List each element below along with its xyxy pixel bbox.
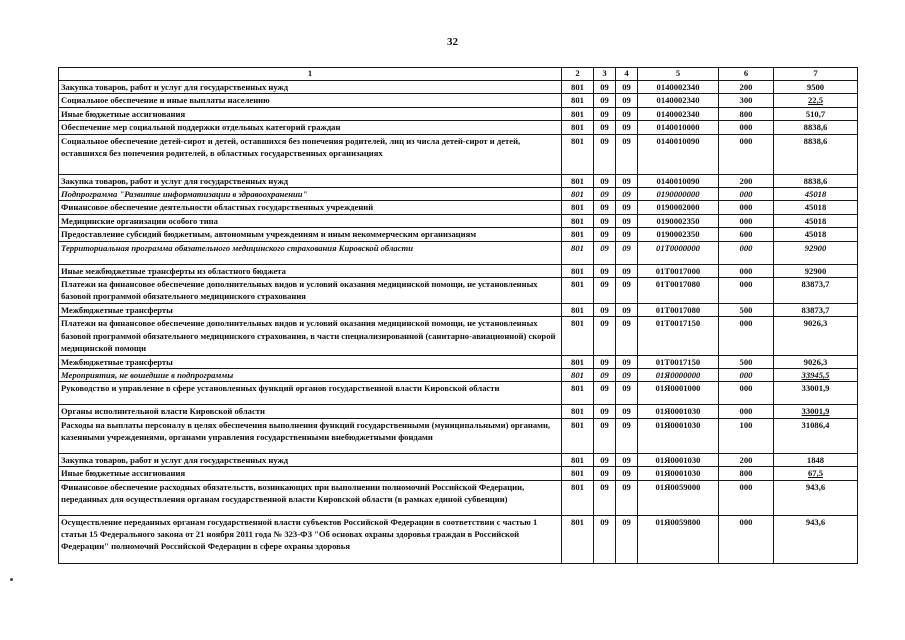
page-number: 32 — [447, 36, 458, 48]
amount-cell — [774, 188, 858, 201]
row-amount: 31086,4 — [801, 419, 830, 430]
row-ministry-code: 801 — [562, 81, 594, 94]
row-ministry-code: 801 — [562, 453, 594, 466]
row-ministry-code: 801 — [562, 107, 594, 120]
row-section-code: 09 — [594, 467, 616, 480]
row-amount: 33001,9 — [801, 383, 830, 394]
table-row — [59, 368, 858, 381]
table-row — [59, 174, 858, 187]
amount-cell — [774, 264, 858, 277]
row-description: Расходы на выплаты персоналу в целях обеспечения выполнения функций государственными (муниципальными) органами, казенными учреждениями, органами управления государственными внебюджетными фондами — [59, 418, 562, 453]
table-row — [59, 201, 858, 214]
table-row — [59, 453, 858, 466]
row-amount: 45018 — [804, 189, 827, 200]
amount-cell — [774, 480, 858, 515]
row-amount: 45018 — [804, 202, 827, 213]
row-subsection-code: 09 — [616, 121, 638, 134]
row-expense-type: 000 — [719, 317, 774, 355]
row-amount: 22,5 — [807, 95, 824, 106]
row-target-article: 0140010000 — [638, 121, 719, 134]
row-expense-type: 000 — [719, 188, 774, 201]
amount-cell — [774, 453, 858, 466]
row-expense-type: 800 — [719, 107, 774, 120]
row-ministry-code: 801 — [562, 480, 594, 515]
row-description: Межбюджетные трансферты — [59, 303, 562, 316]
row-expense-type: 000 — [719, 382, 774, 405]
row-expense-type: 000 — [719, 201, 774, 214]
row-amount: 943,6 — [805, 481, 826, 492]
row-ministry-code: 801 — [562, 201, 594, 214]
row-subsection-code: 09 — [616, 480, 638, 515]
row-target-article: 01Я0001030 — [638, 418, 719, 453]
amount-cell — [774, 317, 858, 355]
row-description: Закупка товаров, работ и услуг для государственных нужд — [59, 174, 562, 187]
row-ministry-code: 801 — [562, 134, 594, 174]
row-description: Руководство и управление в сфере установленных функций органов государственной власти Кировской области — [59, 382, 562, 405]
row-description: Иные межбюджетные трансферты из областного бюджета — [59, 264, 562, 277]
row-amount: 943,6 — [805, 516, 826, 527]
row-subsection-code: 09 — [616, 355, 638, 368]
row-amount: 1848 — [806, 454, 825, 465]
row-amount: 510,7 — [805, 108, 826, 119]
amount-cell — [774, 174, 858, 187]
amount-cell — [774, 81, 858, 94]
row-description: Органы исполнительной власти Кировской области — [59, 405, 562, 418]
row-target-article: 01Я0001030 — [638, 467, 719, 480]
row-target-article: 0140002340 — [638, 94, 719, 107]
row-expense-type: 800 — [719, 467, 774, 480]
row-description: Закупка товаров, работ и услуг для государственных нужд — [59, 453, 562, 466]
row-section-code: 09 — [594, 228, 616, 241]
row-expense-type: 500 — [719, 355, 774, 368]
row-ministry-code: 801 — [562, 241, 594, 264]
row-expense-type: 100 — [719, 418, 774, 453]
row-description: Мероприятия, не вошедшие в подпрограммы — [59, 368, 562, 381]
row-target-article: 0190000000 — [638, 188, 719, 201]
row-section-code: 09 — [594, 188, 616, 201]
row-amount: 33001,9 — [801, 406, 830, 417]
row-section-code: 09 — [594, 355, 616, 368]
row-section-code: 09 — [594, 278, 616, 304]
column-header: 4 — [616, 68, 638, 81]
row-expense-type: 000 — [719, 515, 774, 563]
table-row — [59, 264, 858, 277]
row-ministry-code: 801 — [562, 278, 594, 304]
row-expense-type: 000 — [719, 264, 774, 277]
row-target-article: 01Я0001030 — [638, 405, 719, 418]
row-amount: 8838,6 — [803, 122, 828, 133]
row-subsection-code: 09 — [616, 174, 638, 187]
table-row — [59, 355, 858, 368]
column-header: 3 — [594, 68, 616, 81]
amount-cell — [774, 382, 858, 405]
row-expense-type: 600 — [719, 228, 774, 241]
row-description: Социальное обеспечение детей-сирот и детей, оставшихся без попечения родителей, лиц из числа детей-сирот и детей, оставшихся без попечения родителей, в областных государственных организациях — [59, 134, 562, 174]
table-row — [59, 121, 858, 134]
row-subsection-code: 09 — [616, 467, 638, 480]
amount-cell — [774, 107, 858, 120]
header-row — [59, 68, 858, 81]
row-subsection-code: 09 — [616, 94, 638, 107]
row-description: Платежи на финансовое обеспечение дополнительных видов и условий оказания медицинской помощи, не установленных базовой программой обязательного медицинского страхования — [59, 278, 562, 304]
row-description: Закупка товаров, работ и услуг для государственных нужд — [59, 81, 562, 94]
row-target-article: 0140010090 — [638, 174, 719, 187]
row-ministry-code: 801 — [562, 515, 594, 563]
row-expense-type: 000 — [719, 405, 774, 418]
row-ministry-code: 801 — [562, 121, 594, 134]
scan-speck — [10, 578, 13, 581]
row-section-code: 09 — [594, 317, 616, 355]
row-description: Межбюджетные трансферты — [59, 355, 562, 368]
row-expense-type: 200 — [719, 81, 774, 94]
column-header: 7 — [774, 68, 858, 81]
table-row — [59, 418, 858, 453]
row-amount: 9026,3 — [803, 318, 828, 329]
amount-cell — [774, 228, 858, 241]
row-target-article: 01Я0059800 — [638, 515, 719, 563]
table-row — [59, 278, 858, 304]
row-target-article: 01Я0000000 — [638, 368, 719, 381]
row-target-article: 0140010090 — [638, 134, 719, 174]
row-subsection-code: 09 — [616, 453, 638, 466]
amount-cell — [774, 214, 858, 227]
amount-cell — [774, 241, 858, 264]
row-expense-type: 000 — [719, 121, 774, 134]
amount-cell — [774, 467, 858, 480]
row-subsection-code: 09 — [616, 278, 638, 304]
row-expense-type: 200 — [719, 453, 774, 466]
row-subsection-code: 09 — [616, 405, 638, 418]
row-target-article: 0190002000 — [638, 201, 719, 214]
row-ministry-code: 801 — [562, 174, 594, 187]
row-expense-type: 000 — [719, 368, 774, 381]
row-expense-type: 000 — [719, 480, 774, 515]
column-header: 1 — [59, 68, 562, 81]
row-description: Финансовое обеспечение деятельности областных государственных учреждений — [59, 201, 562, 214]
amount-cell — [774, 121, 858, 134]
row-target-article: 01Т0017080 — [638, 278, 719, 304]
row-section-code: 09 — [594, 121, 616, 134]
row-target-article: 01Т0017150 — [638, 355, 719, 368]
table-row — [59, 241, 858, 264]
table-row — [59, 382, 858, 405]
row-amount: 33945,5 — [801, 369, 830, 380]
row-subsection-code: 09 — [616, 303, 638, 316]
row-amount: 83873,7 — [801, 279, 830, 290]
row-subsection-code: 09 — [616, 382, 638, 405]
budget-table — [58, 67, 858, 564]
column-header: 5 — [638, 68, 719, 81]
row-ministry-code: 801 — [562, 382, 594, 405]
amount-cell — [774, 515, 858, 563]
row-ministry-code: 801 — [562, 214, 594, 227]
amount-cell — [774, 418, 858, 453]
row-ministry-code: 801 — [562, 355, 594, 368]
table-row — [59, 94, 858, 107]
row-ministry-code: 801 — [562, 405, 594, 418]
row-target-article: 0140002340 — [638, 81, 719, 94]
row-subsection-code: 09 — [616, 264, 638, 277]
row-subsection-code: 09 — [616, 201, 638, 214]
row-amount: 45018 — [804, 229, 827, 240]
row-subsection-code: 09 — [616, 241, 638, 264]
row-amount: 9026,3 — [803, 356, 828, 367]
row-expense-type: 000 — [719, 214, 774, 227]
row-section-code: 09 — [594, 303, 616, 316]
row-ministry-code: 801 — [562, 228, 594, 241]
row-subsection-code: 09 — [616, 107, 638, 120]
amount-cell — [774, 94, 858, 107]
amount-cell — [774, 201, 858, 214]
row-section-code: 09 — [594, 515, 616, 563]
table-row — [59, 134, 858, 174]
row-amount: 8838,6 — [803, 175, 828, 186]
row-section-code: 09 — [594, 368, 616, 381]
row-subsection-code: 09 — [616, 317, 638, 355]
amount-cell — [774, 303, 858, 316]
amount-cell — [774, 278, 858, 304]
row-section-code: 09 — [594, 405, 616, 418]
table-row — [59, 214, 858, 227]
row-ministry-code: 801 — [562, 467, 594, 480]
row-subsection-code: 09 — [616, 134, 638, 174]
row-ministry-code: 801 — [562, 317, 594, 355]
row-ministry-code: 801 — [562, 303, 594, 316]
row-target-article: 0190002350 — [638, 228, 719, 241]
table-row — [59, 405, 858, 418]
row-section-code: 09 — [594, 214, 616, 227]
row-section-code: 09 — [594, 264, 616, 277]
row-subsection-code: 09 — [616, 368, 638, 381]
row-section-code: 09 — [594, 418, 616, 453]
table-row — [59, 317, 858, 355]
row-amount: 9500 — [806, 82, 825, 92]
row-section-code: 09 — [594, 174, 616, 187]
row-ministry-code: 801 — [562, 418, 594, 453]
row-subsection-code: 09 — [616, 81, 638, 94]
row-description: Платежи на финансовое обеспечение дополнительных видов и условий оказания медицинской помощи, не установленных базовой программой обязательного медицинского страхования, в части специализированной (санитарно-авиационной) скорой медицинской помощи — [59, 317, 562, 355]
row-section-code: 09 — [594, 134, 616, 174]
row-amount: 45018 — [804, 215, 827, 226]
row-description: Иные бюджетные ассигнования — [59, 467, 562, 480]
row-expense-type: 200 — [719, 174, 774, 187]
row-description: Социальное обеспечение и иные выплаты населению — [59, 94, 562, 107]
table-row — [59, 188, 858, 201]
row-description: Финансовое обеспечение расходных обязательств, возникающих при выполнении полномочий Российской Федерации, переданных для осуществления органам государственной власти Кировской области (в рамках единой субвенции) — [59, 480, 562, 515]
row-target-article: 0190002350 — [638, 214, 719, 227]
row-section-code: 09 — [594, 94, 616, 107]
row-section-code: 09 — [594, 201, 616, 214]
row-amount: 92900 — [804, 242, 827, 253]
row-subsection-code: 09 — [616, 228, 638, 241]
row-description: Подпрограмма "Развитие информатизации в здравоохранении" — [59, 188, 562, 201]
row-subsection-code: 09 — [616, 214, 638, 227]
row-description: Иные бюджетные ассигнования — [59, 107, 562, 120]
row-expense-type: 000 — [719, 241, 774, 264]
row-amount: 8838,6 — [803, 135, 828, 146]
table-row — [59, 81, 858, 94]
row-subsection-code: 09 — [616, 418, 638, 453]
row-amount: 83873,7 — [801, 304, 830, 315]
row-target-article: 01Т0000000 — [638, 241, 719, 264]
amount-cell — [774, 405, 858, 418]
table-row — [59, 228, 858, 241]
row-section-code: 09 — [594, 81, 616, 94]
row-expense-type: 000 — [719, 278, 774, 304]
row-ministry-code: 801 — [562, 368, 594, 381]
amount-cell — [774, 355, 858, 368]
row-expense-type: 500 — [719, 303, 774, 316]
row-section-code: 09 — [594, 107, 616, 120]
row-target-article: 01Т0017080 — [638, 303, 719, 316]
row-target-article: 01Я0001000 — [638, 382, 719, 405]
row-target-article: 01Я0001030 — [638, 453, 719, 466]
row-section-code: 09 — [594, 480, 616, 515]
table-row — [59, 480, 858, 515]
row-section-code: 09 — [594, 382, 616, 405]
row-section-code: 09 — [594, 453, 616, 466]
row-subsection-code: 09 — [616, 515, 638, 563]
row-ministry-code: 801 — [562, 264, 594, 277]
row-target-article: 01Т0017000 — [638, 264, 719, 277]
row-description: Обеспечение мер социальной поддержки отдельных категорий граждан — [59, 121, 562, 134]
row-description: Медицинские организации особого типа — [59, 214, 562, 227]
amount-cell — [774, 368, 858, 381]
row-ministry-code: 801 — [562, 94, 594, 107]
table-row — [59, 107, 858, 120]
table-row — [59, 515, 858, 563]
row-expense-type: 300 — [719, 94, 774, 107]
column-header: 2 — [562, 68, 594, 81]
row-target-article: 0140002340 — [638, 107, 719, 120]
row-subsection-code: 09 — [616, 188, 638, 201]
row-section-code: 09 — [594, 241, 616, 264]
row-target-article: 01Я0059000 — [638, 480, 719, 515]
row-amount: 67,5 — [807, 468, 824, 479]
column-header: 6 — [719, 68, 774, 81]
row-target-article: 01Т0017150 — [638, 317, 719, 355]
row-description: Территориальная программа обязательного медицинского страхования Кировской области — [59, 241, 562, 264]
row-expense-type: 000 — [719, 134, 774, 174]
amount-cell — [774, 134, 858, 174]
row-ministry-code: 801 — [562, 188, 594, 201]
table-row — [59, 467, 858, 480]
row-description: Предоставление субсидий бюджетным, автономным учреждениям и иным некоммерческим организациям — [59, 228, 562, 241]
row-amount: 92900 — [804, 265, 827, 276]
table-row — [59, 303, 858, 316]
row-description: Осуществление переданных органам государственной власти субъектов Российской Федерации в соответствии с частью 1 статьи 15 Федерального закона от 21 ноября 2011 года № 323-ФЗ "Об основах охраны здоровья граждан в Российской Федерации" полномочий Российской Федерации в сфере охраны здоровья — [59, 515, 562, 563]
